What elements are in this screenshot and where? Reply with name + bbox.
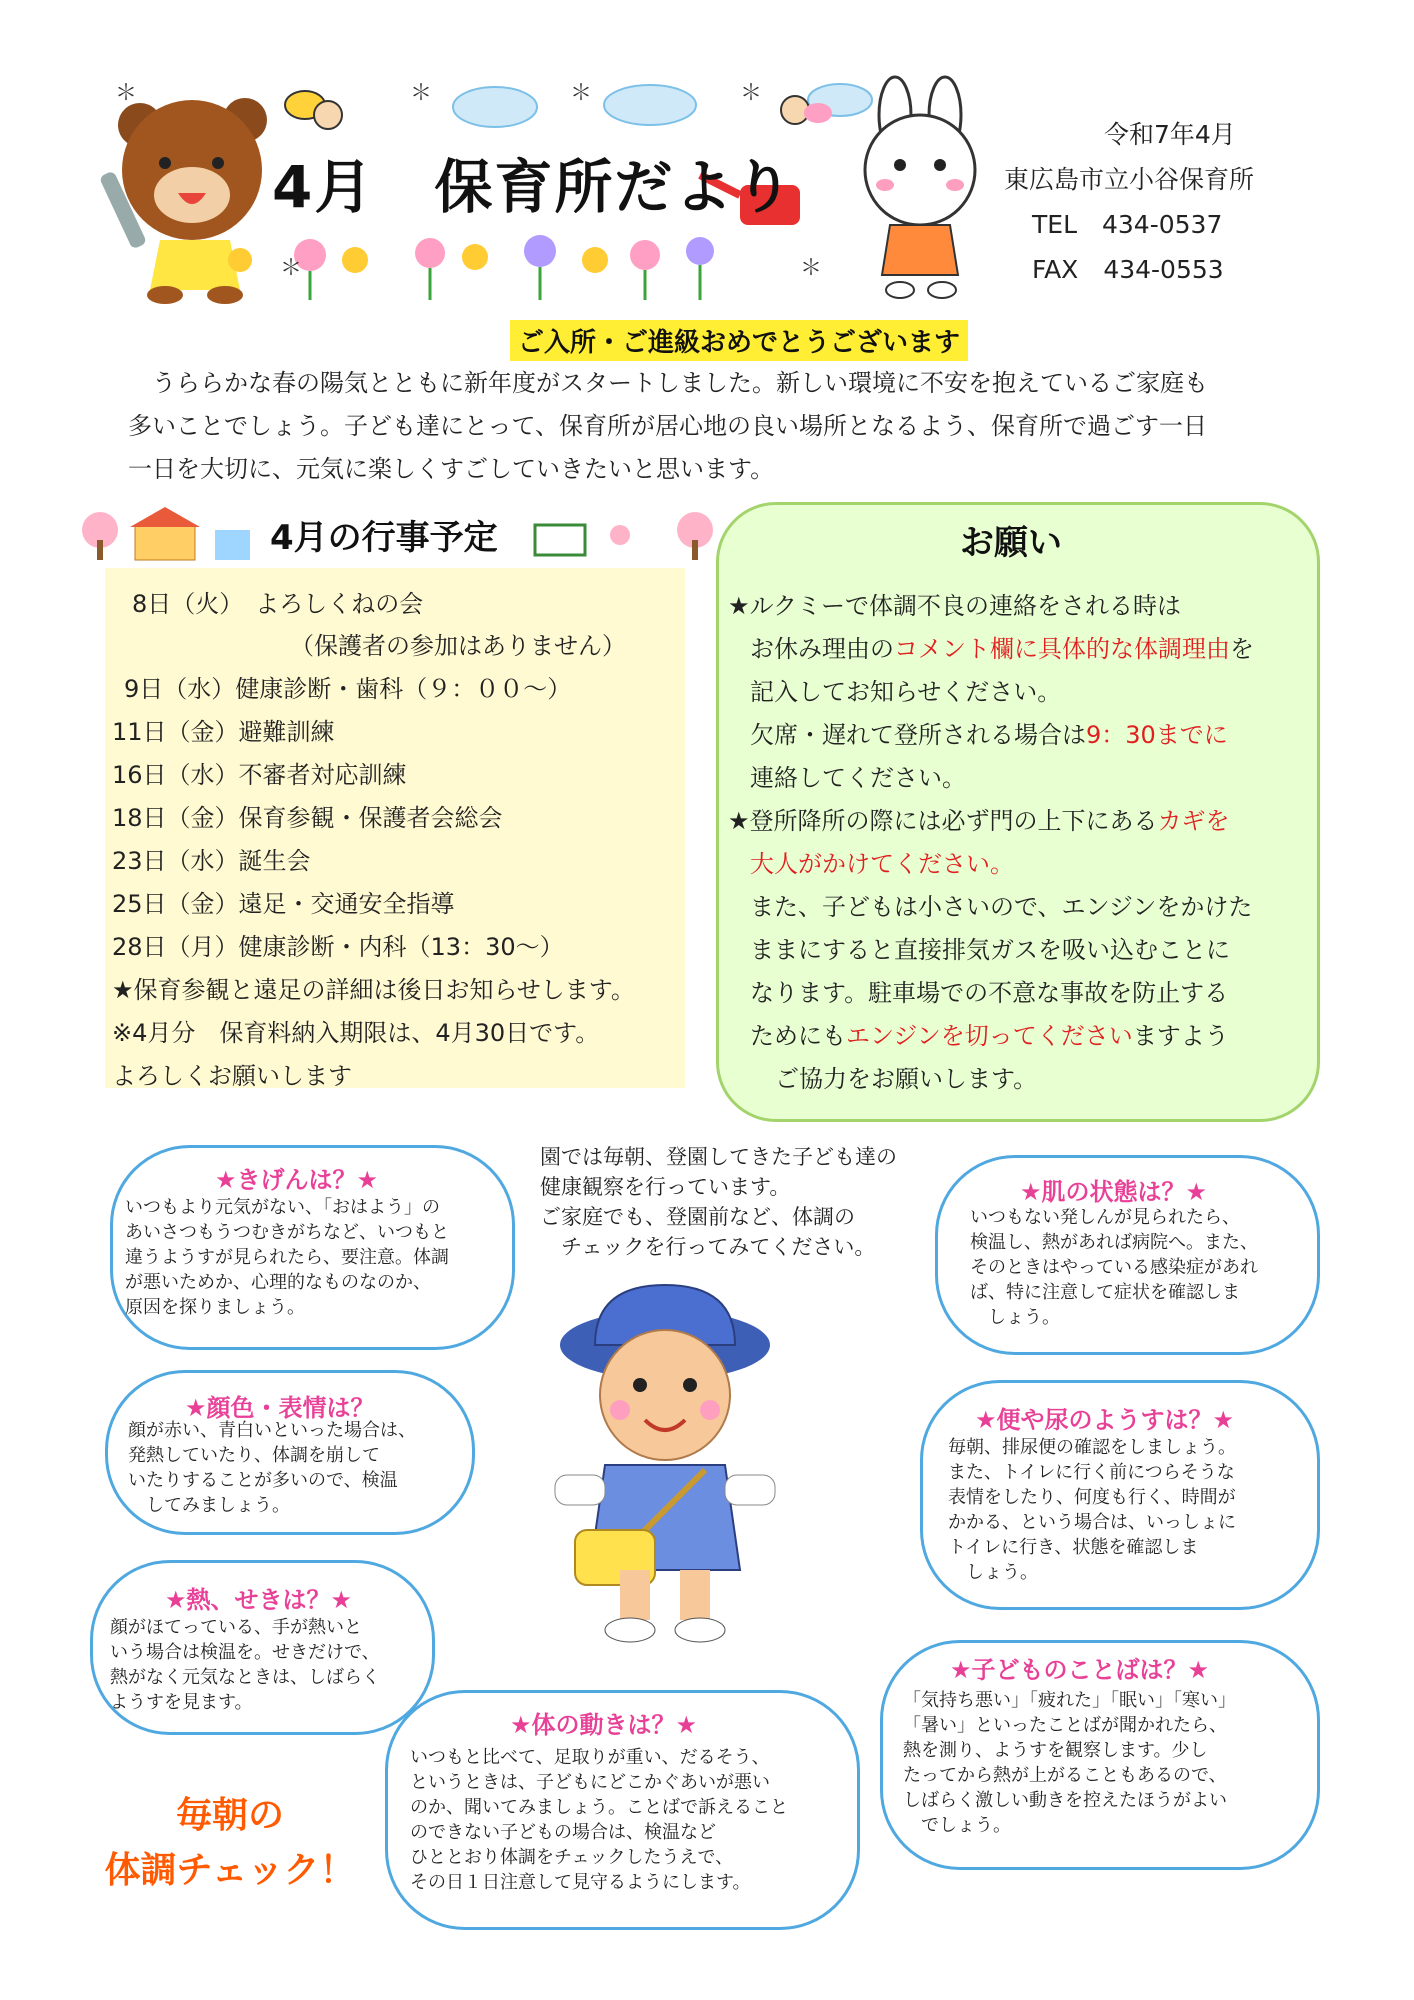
request-text: 欠席・遅れて登所される場合は (750, 721, 1086, 749)
bubble-title: ★顔色・表情は？ (185, 1394, 375, 1422)
request-highlight: コメント欄に具体的な体調理由 (894, 635, 1230, 663)
svg-text:＊: ＊ (740, 81, 763, 106)
bubble-line: 「暑い」といったことばが聞かれたら、 (903, 1715, 1227, 1736)
fax-number: FAX 434-0553 (1032, 255, 1224, 284)
rabbit-illustration (865, 77, 975, 298)
bubble-line: また、トイレに行く前につらそうな (948, 1462, 1235, 1483)
bubble-text (410, 1745, 788, 1895)
event-item: よろしくお願いします (112, 1062, 352, 1090)
request-line: ★ルクミーで体調不良の連絡をされる時は (728, 592, 1182, 620)
request-line: 大人がかけてください。 (750, 850, 1014, 878)
request-line: また、子どもは小さいので、エンジンをかけた (750, 893, 1253, 921)
request-text: お休み理由の (750, 635, 894, 663)
health-check-intro (540, 1142, 897, 1262)
request-highlight: 9：30までに (1086, 721, 1228, 749)
intro-line: うららかな春の陽気とともに新年度がスタートしました。新しい環境に不安を抱えているご家庭も (152, 369, 1208, 397)
bubble-text (948, 1435, 1236, 1585)
svg-text:＊: ＊ (570, 81, 593, 106)
event-item: 23日（水）誕生会 (112, 847, 311, 875)
bubble-line: 熱がなく元気なときは、しばらく (110, 1667, 380, 1688)
bubble-text (125, 1195, 449, 1320)
event-item: 18日（金）保育参観・保護者会総会 (112, 804, 503, 832)
request-line (750, 629, 1254, 664)
bubble-line: 顔がほてっている、手が熱いと (110, 1617, 362, 1638)
bubble-line: 発熱していたり、体調を崩して (128, 1445, 380, 1466)
svg-text:＊: ＊ (800, 256, 823, 281)
request-text: を (1230, 635, 1254, 663)
bubble-line: しょう。 (970, 1307, 1060, 1328)
svg-text:＊: ＊ (115, 81, 138, 106)
request-line (750, 1016, 1229, 1051)
bubble-line: が悪いためか、心理的なものなのか、 (125, 1272, 431, 1293)
request-highlight: カギを (1157, 807, 1230, 835)
bubble-line: 違うようすが見られたら、要注意。体調 (125, 1247, 449, 1268)
request-highlight: エンジンを切ってください (846, 1022, 1133, 1050)
bubble-line: いつもと比べて、足取りが重い、だるそう、 (410, 1747, 770, 1768)
bee-illustration (285, 91, 342, 129)
event-item: 16日（水）不審者対応訓練 (112, 761, 407, 789)
request-title: お願い (960, 523, 1062, 563)
event-item: （保護者の参加はありません） (290, 632, 626, 660)
bubble-line: 熱を測り、ようすを観察します。少し (903, 1740, 1208, 1761)
request-line: なります。駐車場での不意な事故を防止する (750, 979, 1229, 1007)
bubble-line: たってから熱が上がることもあるので、 (903, 1765, 1227, 1786)
bubble-text (970, 1205, 1258, 1330)
request-line: 記入してお知らせください。 (750, 678, 1062, 706)
intro-line: 一日を大切に、元気に楽しくすごしていきたいと思います。 (128, 455, 775, 483)
bubble-line: 検温し、熱があれば病院へ。また、 (970, 1232, 1258, 1253)
request-line: ままにすると直接排気ガスを吸い込むことに (750, 936, 1230, 964)
bubble-line: トイレに行き、状態を確認しま (948, 1537, 1199, 1558)
bubble-line: いつもより元気がない、「おはよう」の (125, 1197, 440, 1218)
bubble-line: その日１日注意して見守るようにします。 (410, 1872, 751, 1893)
request-text: ★登所降所の際には必ず門の上下にある (728, 807, 1158, 835)
bubble-line: 原因を探りましょう。 (125, 1297, 305, 1318)
organization-name: 東広島市立小谷保育所 (1004, 165, 1255, 194)
issuer-info (1004, 112, 1264, 292)
events-title: 4月の行事予定 (270, 518, 498, 558)
event-item: ※4月分 保育料納入期限は、4月30日です。 (112, 1019, 600, 1047)
intro-line: 多いことでしょう。子ども達にとって、保育所が居心地の良い場所となるよう、保育所で過ごす一日 (128, 412, 1208, 440)
bubble-line: いつもない発しんが見られたら、 (970, 1207, 1240, 1228)
request-line: 連絡してください。 (750, 764, 966, 792)
bubble-line: のか、聞いてみましょう。ことばで訴えること (410, 1797, 788, 1818)
bubble-line: 「気持ち悪い」「疲れた」「眠い」「寒い」 (903, 1690, 1236, 1711)
intro-paragraph (128, 362, 1328, 491)
bubble-line: というときは、子どもにどこかぐあいが悪い (410, 1772, 770, 1793)
request-text: ますよう (1132, 1022, 1229, 1050)
bubble-text (128, 1418, 416, 1518)
request-line (750, 715, 1228, 750)
bubble-text (903, 1688, 1236, 1838)
request-line: ご協力をお願いします。 (775, 1065, 1038, 1093)
bubble-line: 毎朝、排尿便の確認をしましょう。 (948, 1437, 1236, 1458)
intro-line: ご家庭でも、登園前など、体調の (540, 1205, 855, 1229)
bubble-line: いう場合は検温を。せきだけで、 (110, 1642, 380, 1663)
bubble-title: ★子どものことばは？★ (950, 1656, 1210, 1684)
bear-illustration (100, 98, 267, 304)
bubble-line: かかる、という場合は、いっしょに (948, 1512, 1236, 1533)
bubble-title: ★体の動きは？★ (510, 1711, 698, 1739)
bubble-text (110, 1615, 380, 1715)
cheer-line: 毎朝の (175, 1795, 284, 1836)
event-item: 11日（金）避難訓練 (112, 718, 335, 746)
cheer-line: 体調チェック！ (104, 1850, 356, 1891)
bubble-title: ★熱、せきは？★ (165, 1586, 353, 1614)
bubble-line: しばらく激しい動きを控えたほうがよい (903, 1790, 1227, 1811)
intro-line: 健康観察を行っています。 (540, 1175, 791, 1199)
event-item: 25日（金）遠足・交通安全指導 (112, 890, 455, 918)
bubble-line: ば、特に注意して症状を確認しま (970, 1282, 1240, 1303)
svg-text:＊: ＊ (280, 256, 303, 281)
bubble-line: のできない子どもの場合は、検温など (410, 1822, 716, 1843)
event-item: 9日（水）健康診断・歯科（９：００～） (124, 675, 572, 703)
bubble-line: あいさつもうつむきがちなど、いつもと (125, 1222, 449, 1243)
bubble-line: しょう。 (948, 1562, 1038, 1583)
request-line (728, 801, 1230, 836)
bubble-line: ひととおり体調をチェックしたうえで、 (410, 1847, 734, 1868)
bubble-line: いたりすることが多いので、検温 (128, 1470, 398, 1491)
cheer-text (95, 1788, 365, 1898)
bubble-line: してみましょう。 (128, 1495, 290, 1516)
page-title: 4月 保育所だより (272, 153, 795, 221)
intro-line: 園では毎朝、登園してきた子ども達の (540, 1145, 897, 1169)
event-item: 8日（火） よろしくねの会 (132, 590, 424, 618)
bubble-line: ようすを見ます。 (110, 1692, 253, 1713)
event-item: ★保育参観と遠足の詳細は後日お知らせします。 (112, 976, 635, 1004)
event-item: 28日（月）健康診断・内科（13：30～） (112, 933, 564, 961)
tel-number: TEL 434-0537 (1032, 210, 1223, 239)
bubble-line: でしょう。 (903, 1815, 1011, 1836)
bubble-line: 顔が赤い、青白いといった場合は、 (128, 1420, 416, 1441)
child-illustration (535, 1280, 795, 1650)
issue-date: 令和7年4月 (1104, 120, 1236, 149)
bubble-title: ★肌の状態は？★ (1020, 1178, 1208, 1206)
bubble-line: そのときはやっている感染症があれ (970, 1257, 1258, 1278)
request-text: ためにも (750, 1022, 846, 1050)
congrats-heading: ご入所・ご進級おめでとうございます (510, 320, 968, 361)
bubble-title: ★きげんは？★ (215, 1166, 379, 1194)
bubble-title: ★便や尿のようすは？★ (975, 1406, 1235, 1434)
svg-text:＊: ＊ (410, 81, 433, 106)
bubble-line: 表情をしたり、何度も行く、時間が (948, 1487, 1236, 1508)
intro-line: チェックを行ってみてください。 (540, 1235, 876, 1259)
